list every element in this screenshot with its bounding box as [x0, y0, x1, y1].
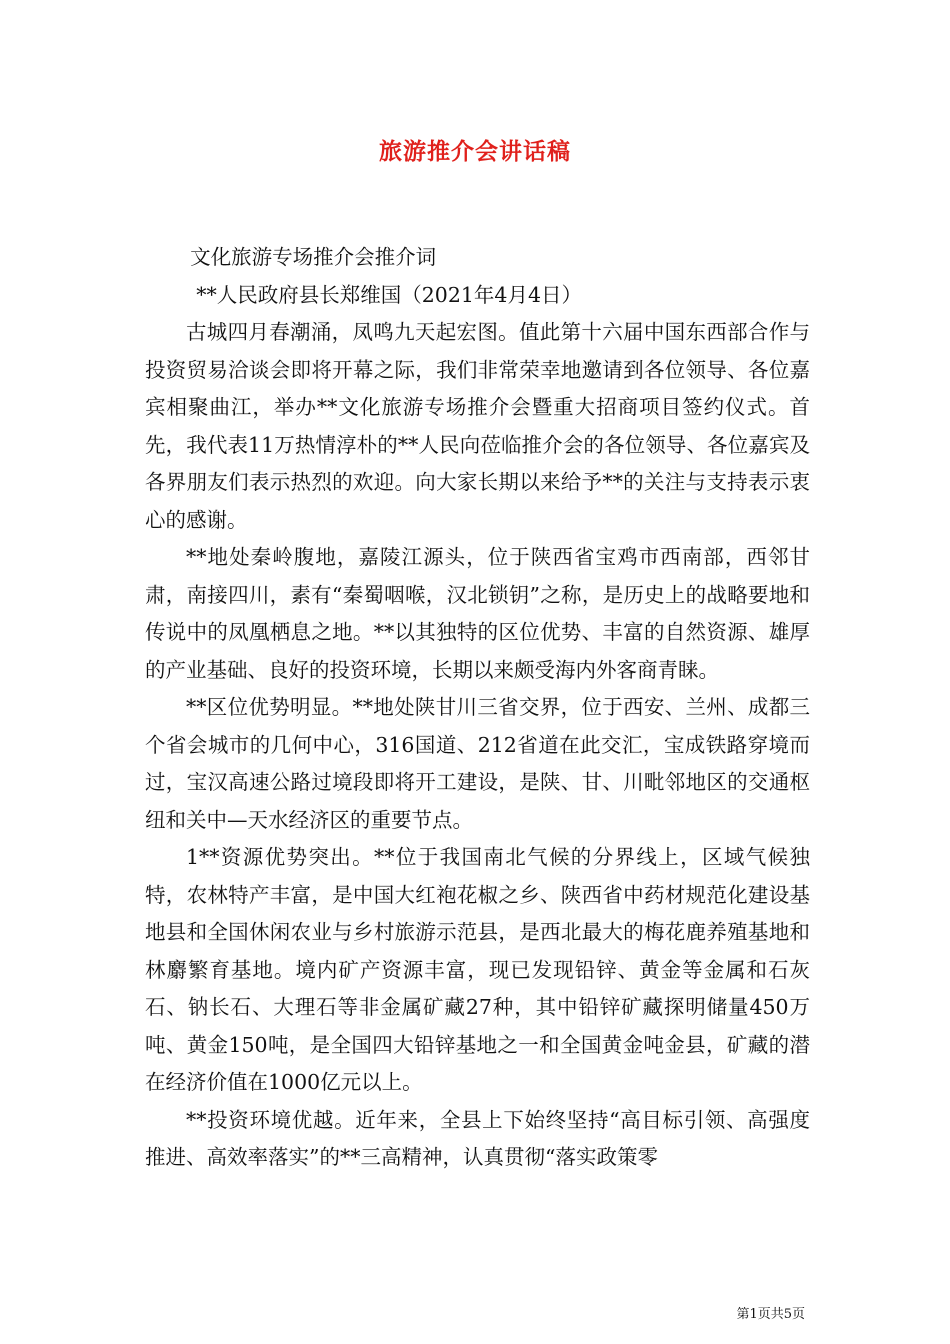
document-title: 旅游推介会讲话稿 [379, 138, 571, 165]
page-indicator: 第1页共5页 [736, 1307, 805, 1322]
paragraph: **地处秦岭腹地，嘉陵江源头，位于陕西省宝鸡市西南部，西邻甘肃，南接四川，素有“秦蜀咽喉，汉北锁钥”之称，是历史上的战略要地和传说中的凤凰栖息之地。**以其独特的区位优势、丰富的自然资源、雄厚的产业基础、良好的投资环境，长期以来颇受海内外客商青睐。 [145, 545, 810, 682]
paragraph: **区位优势明显。**地处陕甘川三省交界，位于西安、兰州、成都三个省会城市的几何中心，316国道、212省道在此交汇，宝成铁路穿境而过，宝汉高速公路过境段即将开工建设，是陕、甘、川毗邻地区的交通枢纽和关中—天水经济区的重要节点。 [145, 695, 810, 832]
document-subtitle: 文化旅游专场推介会推介词 [190, 245, 437, 269]
paragraph: **投资环境优越。近年来，全县上下始终坚持“高目标引领、高强度推进、高效率落实”的**三高精神，认真贯彻“落实政策零 [145, 1107, 810, 1169]
author-line: **人民政府县长郑维国（2021年4月4日） [196, 282, 583, 307]
document-body [145, 239, 810, 1177]
paragraph: 古城四月春潮涌，凤鸣九天起宏图。值此第十六届中国东西部合作与投资贸易洽谈会即将开幕之际，我们非常荣幸地邀请到各位领导、各位嘉宾相聚曲江，举办**文化旅游专场推介会暨重大招商项目签约仪式。首先，我代表11万热情淳朴的**人民向莅临推介会的各位领导、各位嘉宾及各界朋友们表示热烈的欢迎。向大家长期以来给予**的关注与支持表示衷心的感谢。 [145, 320, 810, 532]
paragraph: 1**资源优势突出。**位于我国南北气候的分界线上，区域气候独特，农林特产丰富，是中国大红袍花椒之乡、陕西省中药材规范化建设基地县和全国休闲农业与乡村旅游示范县，是西北最大的梅花鹿养殖基地和林麝繁育基地。境内矿产资源丰富，现已发现铅锌、黄金等金属和石灰石、钠长石、大理石等非金属矿藏27种，其中铅锌矿藏探明储量450万吨、黄金150吨，是全国四大铅锌基地之一和全国黄金吨金县，矿藏的潜在经济价值在1000亿元以上。 [145, 845, 810, 1094]
